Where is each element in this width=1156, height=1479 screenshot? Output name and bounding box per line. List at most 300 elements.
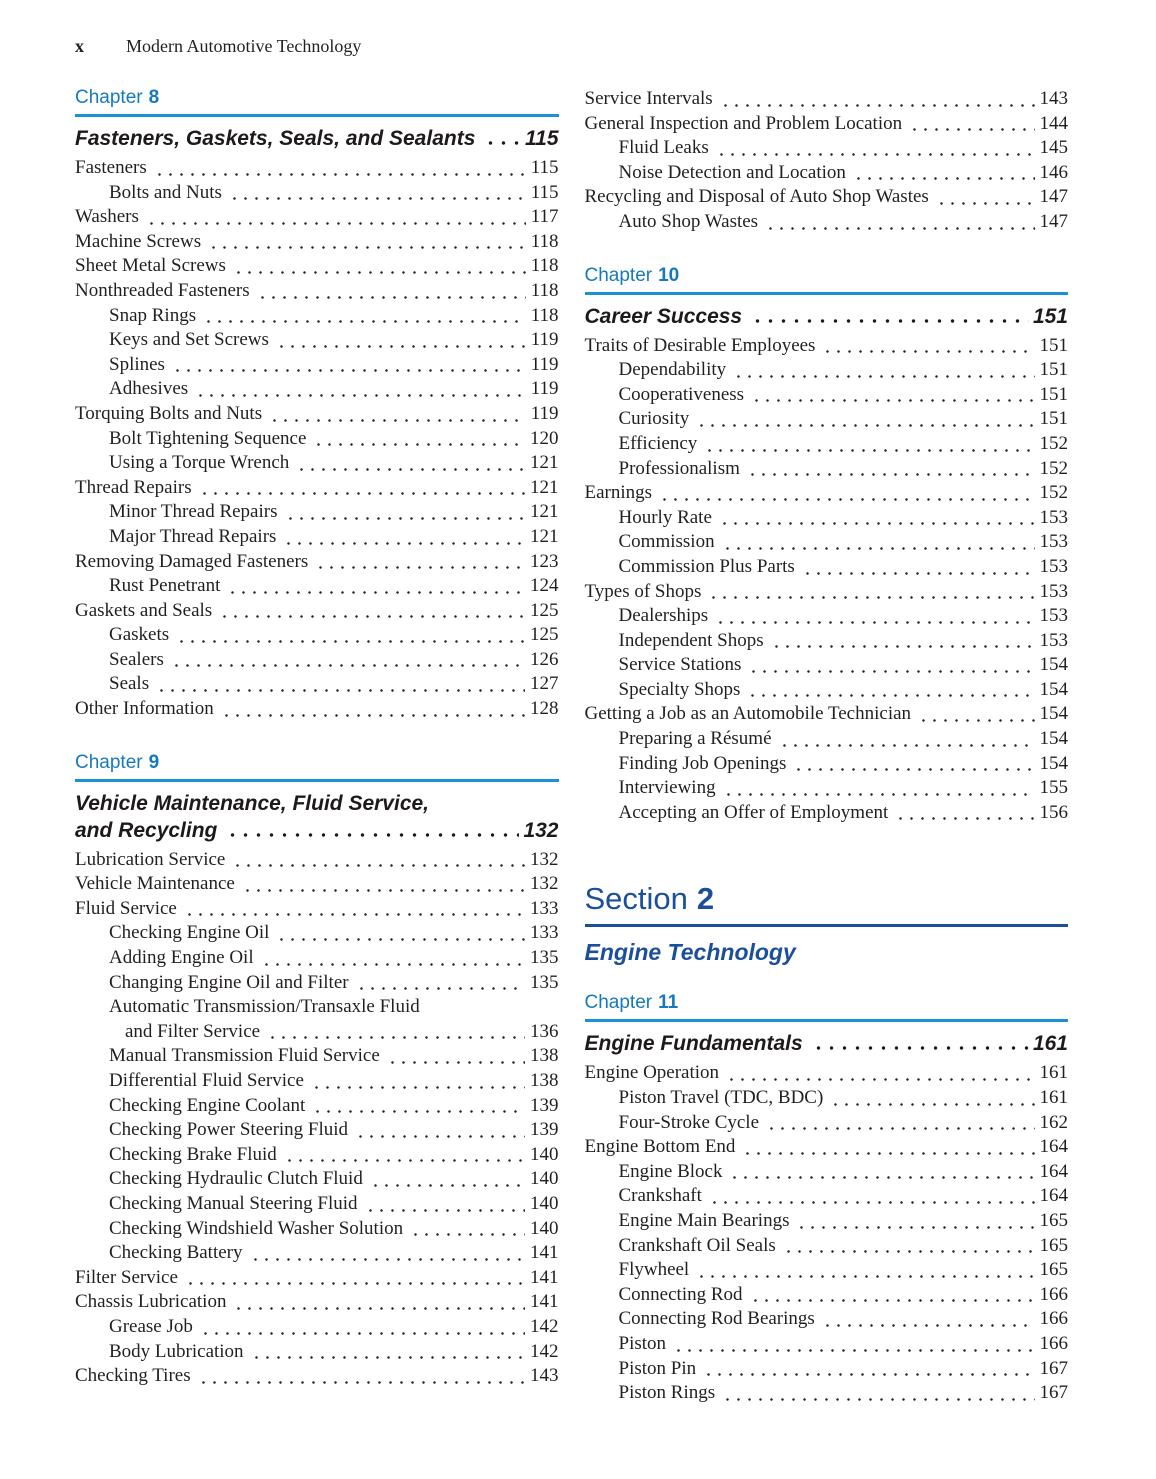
toc-entry-page: 152 — [1039, 432, 1068, 454]
toc-entry-label: Adding Engine Oil — [109, 947, 254, 969]
chapter-heading — [75, 87, 559, 109]
chapter-rule — [585, 292, 1069, 295]
toc-entry-label: Preparing a Résumé — [618, 728, 772, 750]
toc-entry-label: Removing Damaged Fasteners — [75, 550, 309, 572]
dot-leader — [284, 1158, 525, 1163]
toc-entry — [75, 1290, 559, 1315]
toc-entry-label: Checking Engine Oil — [109, 922, 270, 944]
toc-entry-page: 153 — [1039, 555, 1068, 577]
toc-entry — [585, 727, 1069, 752]
toc-entry — [585, 185, 1069, 210]
dot-leader — [659, 497, 1034, 502]
toc-entry-label: Checking Manual Steering Fluid — [109, 1192, 358, 1214]
toc-entry-page: 125 — [530, 599, 559, 621]
toc-entry-page: 154 — [1039, 728, 1068, 750]
toc-entry-page: 151 — [1039, 408, 1068, 430]
toc-entry-page: 124 — [530, 575, 559, 597]
toc-entry — [75, 599, 559, 624]
dot-leader — [936, 201, 1035, 206]
toc-entry-label: Engine Operation — [584, 1062, 720, 1084]
toc-entry — [585, 1381, 1069, 1406]
toc-entry-page: 155 — [1039, 777, 1068, 799]
toc-entry — [585, 1086, 1069, 1111]
toc-entry — [75, 1044, 559, 1069]
toc-entry — [75, 1340, 559, 1365]
chapter-label: Chapter — [584, 992, 653, 1014]
toc-entry-page: 142 — [530, 1340, 559, 1362]
toc-entry-label: Types of Shops — [584, 580, 702, 602]
toc-entry-page: 167 — [1039, 1382, 1068, 1404]
dot-leader — [783, 1249, 1035, 1254]
chapter-title — [75, 790, 559, 844]
section-number: 2 — [696, 881, 715, 917]
dot-leader — [830, 1102, 1034, 1107]
toc-entry-label: Piston Pin — [618, 1357, 697, 1379]
dot-leader — [822, 1323, 1035, 1328]
toc-entry-label: Washers — [75, 206, 139, 228]
toc-entry-page: 118 — [530, 230, 559, 252]
toc-entry — [585, 1332, 1069, 1357]
toc-entry — [75, 377, 559, 402]
toc-entry-page: 132 — [530, 848, 559, 870]
dot-leader — [733, 374, 1034, 379]
toc-entry-page: 119 — [530, 378, 559, 400]
toc-entry — [75, 230, 559, 255]
toc-entry — [75, 205, 559, 230]
toc-entry-page: 119 — [530, 329, 559, 351]
toc-entry-label: Using a Torque Wrench — [109, 452, 290, 474]
toc-entry — [75, 1364, 559, 1389]
toc-entry-label: Hourly Rate — [618, 506, 712, 528]
chapter-title-page: 115 — [525, 127, 559, 150]
toc-entry-label: Interviewing — [618, 777, 716, 799]
toc-entry-label: Getting a Job as an Automobile Technician — [584, 703, 912, 725]
chapter-title — [75, 125, 559, 152]
toc-entry — [585, 580, 1069, 605]
toc-entry — [75, 181, 559, 206]
dot-leader — [716, 152, 1035, 157]
dot-leader — [673, 1348, 1034, 1353]
dot-leader — [802, 571, 1035, 576]
chapter-title-page: 132 — [523, 818, 559, 842]
chapter-title-line — [75, 817, 559, 844]
entry-list — [75, 848, 559, 1389]
toc-entry-page: 135 — [530, 947, 559, 969]
toc-entry-label: Chassis Lubrication — [75, 1291, 227, 1313]
toc-entry-label: Service Stations — [618, 654, 742, 676]
toc-entry-page: 165 — [1039, 1259, 1068, 1281]
toc-entry-label: Four-Stroke Cycle — [618, 1111, 760, 1133]
toc-entry — [75, 254, 559, 279]
toc-entry-page: 153 — [1039, 580, 1068, 602]
toc-entry-page: 139 — [530, 1094, 559, 1116]
dot-leader — [208, 245, 526, 250]
section-block — [585, 881, 1069, 966]
chapter-title-line — [75, 790, 559, 817]
toc-entry-page: 166 — [1039, 1332, 1068, 1354]
toc-entry — [585, 604, 1069, 629]
toc-entry-label: Piston Rings — [618, 1382, 716, 1404]
dot-leader — [233, 1306, 525, 1311]
dot-leader — [276, 937, 525, 942]
toc-entry — [585, 334, 1069, 359]
toc-entry — [75, 848, 559, 873]
toc-entry — [75, 328, 559, 353]
dot-leader — [185, 1281, 525, 1286]
dot-leader — [172, 368, 526, 373]
toc-entry-label: General Inspection and Problem Location — [584, 112, 903, 134]
toc-entry-label: Differential Fluid Service — [109, 1070, 304, 1091]
toc-entry-page: 154 — [1039, 752, 1068, 774]
toc-entry-page: 167 — [1039, 1357, 1068, 1379]
toc-entry-page: 135 — [530, 971, 559, 993]
toc-entry-page: 120 — [530, 427, 559, 449]
toc-entry-page: 141 — [530, 1266, 559, 1288]
toc-entry-label: Snap Rings — [109, 304, 197, 326]
toc-entry — [75, 451, 559, 476]
toc-entry — [75, 427, 559, 452]
toc-entry — [75, 574, 559, 599]
toc-entry-label: Keys and Set Screws — [109, 329, 269, 351]
chapter-number: 11 — [658, 992, 679, 1014]
toc-entry-label: Automatic Transmission/Transaxle Fluid — [109, 996, 420, 1018]
toc-entry-label: Other Information — [75, 698, 214, 720]
toc-entry — [585, 1135, 1069, 1160]
chapter-title-page: 151 — [1032, 304, 1068, 328]
toc-entry-label: Checking Engine Coolant — [109, 1094, 306, 1116]
toc-entry-label: Checking Brake Fluid — [109, 1143, 277, 1165]
toc-entry — [585, 1283, 1069, 1308]
toc-columns — [75, 87, 1068, 1406]
dot-leader — [250, 1257, 526, 1262]
toc-entry — [585, 776, 1069, 801]
running-head — [75, 36, 1068, 57]
toc-entry-page: 141 — [530, 1242, 559, 1264]
dot-leader — [171, 663, 525, 668]
dot-leader — [729, 1175, 1034, 1180]
toc-entry-page: 154 — [1039, 703, 1068, 725]
toc-entry-page: 126 — [530, 648, 559, 670]
dot-leader — [909, 127, 1034, 132]
toc-entry-page: 164 — [1039, 1185, 1068, 1207]
dot-leader — [283, 541, 525, 546]
dot-leader — [793, 767, 1034, 772]
toc-entry — [75, 1241, 559, 1266]
toc-entry-page: 156 — [1039, 801, 1068, 823]
dot-leader — [722, 1397, 1034, 1402]
page-folio: x — [75, 36, 84, 56]
toc-entry — [585, 506, 1069, 531]
entry-list — [75, 156, 559, 722]
toc-entry-label: Engine Bottom End — [584, 1136, 736, 1158]
dot-leader — [410, 1232, 525, 1237]
toc-entry-label: Adhesives — [109, 378, 189, 400]
dot-leader — [708, 595, 1034, 600]
toc-entry-label: Earnings — [584, 482, 653, 504]
chapter-title-text: Fasteners, Gaskets, Seals, and Sealants — [75, 127, 476, 150]
toc-entry-label: Engine Main Bearings — [618, 1210, 790, 1231]
toc-entry-label: Crankshaft — [618, 1185, 702, 1207]
toc-entry-page: 125 — [530, 624, 559, 646]
toc-entry-label: Seals — [109, 673, 150, 695]
toc-entry-label: Sealers — [109, 648, 164, 670]
toc-entry-page: 161 — [1039, 1062, 1068, 1084]
toc-entry-label: Independent Shops — [618, 629, 764, 651]
toc-entry — [585, 432, 1069, 457]
toc-entry — [75, 550, 559, 575]
toc-entry-page: 133 — [530, 897, 559, 919]
toc-entry — [75, 1020, 559, 1045]
chapter-number: 8 — [148, 87, 160, 108]
dot-leader — [312, 1109, 525, 1114]
toc-entry-page: 147 — [1039, 186, 1068, 208]
toc-entry — [585, 358, 1069, 383]
toc-entry — [75, 1217, 559, 1242]
dot-leader — [203, 319, 526, 324]
toc-entry — [75, 1069, 559, 1094]
chapter-title — [585, 303, 1069, 330]
chapter-title-text: and Recycling — [75, 818, 218, 842]
dot-leader — [200, 1331, 525, 1336]
toc-entry — [75, 304, 559, 329]
dot-leader — [715, 620, 1034, 625]
toc-entry-label: Service Intervals — [584, 88, 713, 109]
dot-leader — [719, 521, 1035, 526]
dot-leader — [387, 1060, 525, 1065]
book-title: Modern Automotive Technology — [126, 36, 362, 56]
toc-entry-page: 143 — [1039, 88, 1068, 109]
toc-entry-page: 118 — [530, 255, 559, 277]
toc-entry-label: Fluid Service — [75, 897, 177, 919]
toc-entry-page: 140 — [530, 1168, 559, 1190]
toc-entry-page: 143 — [530, 1365, 559, 1387]
toc-entry-page: 115 — [530, 181, 559, 203]
toc-entry-label: Torquing Bolts and Nuts — [75, 402, 263, 424]
entry-list-continued — [585, 87, 1069, 235]
toc-entry-label: Professionalism — [618, 457, 740, 479]
dot-leader — [751, 318, 1029, 324]
chapter-heading — [585, 265, 1069, 287]
toc-entry-label: Accepting an Offer of Employment — [618, 801, 889, 823]
dot-leader — [242, 888, 525, 893]
dot-leader — [146, 221, 526, 226]
toc-entry-label: Noise Detection and Location — [618, 161, 846, 183]
toc-entry-page: 121 — [530, 525, 559, 547]
toc-entry — [75, 1143, 559, 1168]
dot-leader — [184, 912, 525, 917]
toc-entry — [75, 1118, 559, 1143]
section-heading — [585, 881, 1069, 917]
toc-entry — [585, 555, 1069, 580]
dot-leader — [484, 140, 521, 146]
entry-list — [585, 1061, 1069, 1405]
dot-leader — [722, 546, 1035, 551]
dot-leader — [751, 398, 1034, 403]
dot-leader — [696, 423, 1034, 428]
dot-leader — [766, 1126, 1034, 1131]
toc-entry-page: 153 — [1039, 605, 1068, 627]
toc-entry-label: Efficiency — [618, 432, 698, 454]
toc-entry-page: 162 — [1039, 1111, 1068, 1133]
toc-entry-page: 139 — [530, 1119, 559, 1141]
toc-entry-label: Checking Tires — [75, 1365, 191, 1387]
toc-entry-page: 151 — [1039, 359, 1068, 381]
toc-entry — [75, 623, 559, 648]
toc-entry — [75, 995, 559, 1020]
chapter-label: Chapter — [584, 264, 653, 286]
dot-leader — [221, 713, 525, 718]
dot-leader — [709, 1200, 1035, 1205]
toc-entry — [75, 500, 559, 525]
dot-leader — [742, 1151, 1034, 1156]
toc-entry — [75, 1192, 559, 1217]
toc-entry-page: 146 — [1039, 161, 1068, 183]
toc-entry-page: 121 — [530, 452, 559, 474]
toc-entry — [75, 353, 559, 378]
toc-entry-page: 123 — [530, 550, 559, 572]
dot-leader — [176, 639, 525, 644]
toc-entry-label: Machine Screws — [75, 230, 202, 252]
toc-entry-page: 144 — [1039, 112, 1068, 134]
toc-entry-label: Body Lubrication — [109, 1340, 244, 1362]
dot-leader — [355, 1134, 525, 1139]
dot-leader — [723, 792, 1035, 797]
entry-list — [585, 334, 1069, 826]
toc-entry-label: Finding Job Openings — [618, 752, 787, 774]
toc-entry-page: 118 — [530, 304, 559, 326]
toc-entry-label: Connecting Rod Bearings — [618, 1308, 815, 1330]
toc-column-right — [585, 87, 1069, 1406]
toc-entry — [585, 1184, 1069, 1209]
chapter-heading — [585, 992, 1069, 1014]
toc-entry-label: Splines — [109, 353, 165, 375]
dot-leader — [267, 1035, 525, 1040]
toc-entry — [585, 1061, 1069, 1086]
section-subtitle: Engine Technology — [584, 939, 796, 966]
dot-leader — [853, 176, 1035, 181]
toc-entry — [585, 481, 1069, 506]
toc-entry-page: 118 — [530, 279, 559, 301]
toc-entry-page: 138 — [530, 1070, 559, 1091]
chapter-rule — [75, 779, 559, 782]
toc-entry-label: Changing Engine Oil and Filter — [109, 971, 349, 993]
toc-entry-label: Nonthreaded Fasteners — [75, 279, 250, 301]
toc-entry — [585, 801, 1069, 826]
dot-leader — [748, 669, 1034, 674]
toc-entry-label: Commission Plus Parts — [618, 555, 795, 577]
toc-entry-page: 138 — [530, 1045, 559, 1067]
dot-leader — [154, 172, 526, 177]
toc-entry — [585, 1209, 1069, 1234]
dot-leader — [276, 344, 526, 349]
toc-entry — [585, 210, 1069, 235]
chapter-title-text: Vehicle Maintenance, Fluid Service, — [75, 791, 430, 815]
toc-entry-label: Filter Service — [75, 1266, 178, 1288]
dot-leader — [747, 693, 1034, 698]
toc-entry-page: 165 — [1039, 1234, 1068, 1256]
chapter-block — [585, 265, 1069, 826]
toc-entry-page: 164 — [1039, 1136, 1068, 1158]
toc-entry — [585, 1307, 1069, 1332]
toc-entry — [585, 702, 1069, 727]
toc-entry — [585, 1357, 1069, 1382]
toc-entry — [585, 161, 1069, 186]
chapter-number: 10 — [658, 264, 680, 286]
toc-entry — [585, 407, 1069, 432]
toc-entry-label: Traits of Desirable Employees — [584, 334, 816, 356]
toc-entry — [75, 1315, 559, 1340]
toc-entry-page: 161 — [1039, 1087, 1068, 1109]
toc-entry-label: Major Thread Repairs — [109, 525, 277, 547]
dot-leader — [232, 863, 525, 868]
dot-leader — [822, 349, 1034, 354]
toc-entry-page: 153 — [1039, 629, 1068, 651]
toc-entry-page: 140 — [530, 1217, 559, 1239]
toc-entry-label: Checking Windshield Washer Solution — [109, 1217, 404, 1239]
toc-entry-label: Dealerships — [618, 605, 709, 627]
section-rule — [585, 924, 1069, 927]
toc-entry-label: Flywheel — [618, 1259, 690, 1281]
toc-entry-page: 152 — [1039, 457, 1068, 479]
dot-leader — [195, 393, 526, 398]
toc-entry-page: 140 — [530, 1143, 559, 1165]
dot-leader — [356, 986, 525, 991]
toc-entry-page: 121 — [530, 476, 559, 498]
entry-list — [585, 87, 1069, 235]
toc-entry-label: Gaskets — [109, 624, 170, 646]
toc-entry-label: Curiosity — [618, 408, 690, 430]
toc-entry — [585, 678, 1069, 703]
dot-leader — [219, 614, 525, 619]
toc-entry — [75, 697, 559, 722]
toc-entry-page: 140 — [530, 1192, 559, 1214]
toc-entry-label: Checking Power Steering Fluid — [109, 1119, 349, 1141]
toc-entry — [75, 279, 559, 304]
toc-entry-label: Fasteners — [75, 157, 147, 178]
toc-entry-label: Bolts and Nuts — [109, 181, 222, 203]
toc-entry — [585, 629, 1069, 654]
dot-leader — [812, 1045, 1029, 1051]
toc-entry-page: 119 — [530, 353, 559, 375]
toc-entry-page: 151 — [1039, 383, 1068, 405]
toc-entry — [585, 383, 1069, 408]
toc-entry-page: 127 — [530, 673, 559, 695]
dot-leader — [156, 688, 525, 693]
toc-entry-page: 165 — [1039, 1210, 1068, 1231]
dot-leader — [765, 226, 1034, 231]
chapter-label: Chapter — [75, 751, 143, 773]
chapter-rule — [585, 1019, 1069, 1022]
toc-entry — [75, 872, 559, 897]
toc-entry-page: 147 — [1039, 210, 1068, 232]
chapter-title-text: Engine Fundamentals — [584, 1032, 803, 1056]
dot-leader — [720, 103, 1035, 108]
toc-entry-label: Engine Block — [618, 1160, 723, 1182]
toc-entry — [75, 1167, 559, 1192]
dot-leader — [750, 1298, 1035, 1303]
toc-entry — [75, 525, 559, 550]
dot-leader — [696, 1274, 1034, 1279]
toc-entry-label: and Filter Service — [125, 1020, 261, 1042]
chapter-block — [75, 87, 559, 722]
toc-entry-label: Gaskets and Seals — [75, 599, 213, 621]
dot-leader — [269, 418, 526, 423]
toc-entry-page: 115 — [530, 157, 559, 178]
toc-entry — [75, 897, 559, 922]
toc-entry-label: Dependability — [618, 359, 727, 381]
toc-entry-page: 133 — [530, 922, 559, 944]
dot-leader — [370, 1183, 525, 1188]
